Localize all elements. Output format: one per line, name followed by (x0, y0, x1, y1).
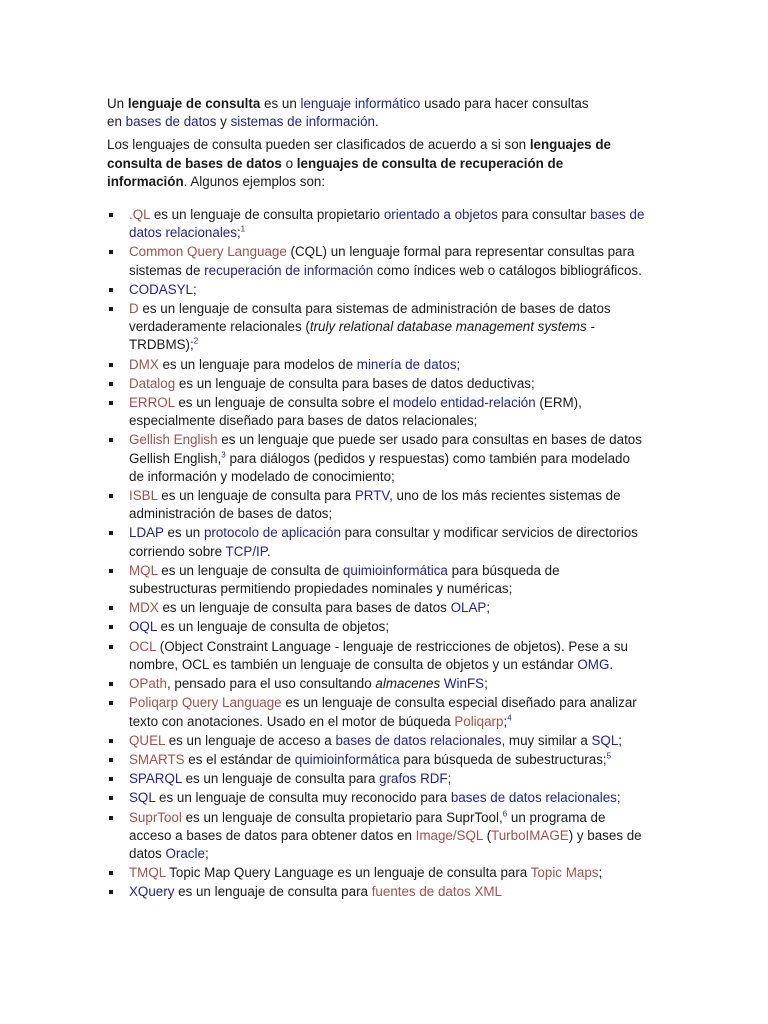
text-run: , muy similar a (501, 732, 592, 748)
wiki-link[interactable]: DMX (129, 356, 159, 372)
footnote-ref[interactable]: 4 (507, 713, 512, 723)
list-item (107, 206, 647, 242)
intro-paragraph-definition (107, 95, 647, 131)
list-item (107, 487, 647, 523)
wiki-link[interactable]: sistemas de información (230, 114, 375, 130)
text-run: - TRDBMS); (129, 319, 595, 353)
wiki-link[interactable]: Gellish English (129, 432, 218, 448)
wiki-link[interactable]: OQL (129, 619, 157, 635)
wiki-link[interactable]: recuperación de información (204, 262, 374, 278)
text-run: ; (486, 600, 491, 616)
wiki-link[interactable]: modelo entidad-relación (392, 395, 536, 411)
list-item (107, 524, 647, 560)
text-run: , pensado para el uso consultando (166, 676, 376, 692)
list-item (107, 732, 647, 750)
text-run: es un lenguaje de consulta para bases de datos deductivas; (175, 375, 535, 391)
wiki-link[interactable]: Datalog (129, 375, 176, 391)
text-run: y (216, 114, 231, 130)
wiki-link[interactable]: Poliqarp Query Language (129, 695, 282, 711)
wiki-link[interactable]: bases de datos relacionales (129, 207, 645, 241)
text-run: Topic Map Query Language es un lenguaje de consulta para (165, 865, 531, 881)
list-item (107, 864, 647, 882)
wiki-link[interactable]: Topic Maps (530, 865, 599, 881)
text-run: es un lenguaje que puede ser usado para consultas en bases de datos Gellish English, (129, 432, 642, 466)
list-item (107, 375, 647, 393)
wiki-link[interactable]: OLAP (450, 600, 487, 616)
text-run: es un lenguaje de consulta muy reconocido para (155, 790, 451, 806)
wiki-link[interactable]: WinFS (443, 676, 485, 692)
document-body (107, 95, 647, 903)
text-run: (Object Constraint Language - lenguaje de restricciones de objetos). Pese a su nombre, OCL es también un lenguaje de consulta de objetos y un estándar (129, 638, 628, 672)
wiki-link[interactable]: MDX (129, 600, 159, 616)
wiki-link[interactable]: Image/SQL (415, 827, 483, 843)
italic-text: truly relational database management systems (309, 319, 587, 335)
text-run: es un lenguaje de acceso a (164, 732, 336, 748)
list-item (107, 431, 647, 486)
text-run: es un lenguaje de consulta para (157, 488, 355, 504)
text-run: es un lenguaje de consulta para sistemas de administración de bases de datos verdaderamente relacionales ( (129, 301, 611, 335)
wiki-link[interactable]: TurboIMAGE (491, 827, 569, 843)
text-run: es un lenguaje de consulta sobre el (174, 395, 393, 411)
bold-term: lenguaje de consulta (127, 96, 261, 111)
text-run: (ERM), especialmente diseñado para bases de datos relacionales; (129, 395, 582, 429)
list-item (107, 770, 647, 788)
wiki-link[interactable]: QUEL (129, 732, 165, 748)
list-item (107, 243, 647, 279)
wiki-link[interactable]: SuprTool (129, 809, 182, 825)
list-item (107, 789, 647, 807)
list-item (107, 562, 647, 598)
text-run: para consultar y modificar servicios de directorios corriendo sobre (129, 525, 638, 559)
text-run: ; (618, 732, 623, 748)
wiki-link[interactable]: OCL (129, 638, 157, 654)
text-run: , uno de los más recientes sistemas de administración de bases de datos; (129, 488, 621, 522)
bold-term: lenguajes de consulta de recuperación de información (107, 155, 564, 189)
wiki-link[interactable]: OPath (129, 676, 167, 692)
text-run: es un lenguaje para modelos de (158, 356, 357, 372)
text-run: para consultar (497, 207, 591, 223)
wiki-link[interactable]: MQL (129, 562, 158, 578)
list-item (107, 356, 647, 374)
wiki-link[interactable]: protocolo de aplicación (203, 525, 341, 541)
text-run: es un lenguaje de consulta propietario para SuprTool, (181, 809, 503, 825)
wiki-link[interactable]: grafos RDF (379, 771, 448, 787)
wiki-link[interactable]: quimioinformática (342, 562, 448, 578)
text-run: usado para hacer consultas (420, 96, 589, 111)
footnote-ref[interactable]: 5 (606, 751, 612, 761)
text-run: es un lenguaje de consulta de objetos; (156, 619, 390, 635)
text-run: para búsqueda de subestructuras permitiendo propiedades nominales y numéricas; (129, 562, 560, 597)
text-run: en (107, 114, 126, 130)
wiki-link[interactable]: orientado a objetos (383, 207, 498, 223)
wiki-link[interactable]: Poliqarp (454, 713, 504, 729)
text-run: es el estándar de (184, 751, 295, 767)
text-run: es un lenguaje de consulta para (174, 884, 372, 900)
text-run: es un lenguaje de consulta para bases de datos (158, 600, 451, 616)
wiki-link[interactable]: TMQL (129, 865, 166, 881)
footnote-ref[interactable]: 6 (502, 809, 508, 819)
text-run: o (281, 155, 297, 171)
text-run: como índices web o catálogos bibliográficos. (373, 262, 642, 278)
text-run: . Algunos ejemplos son: (183, 173, 326, 189)
wiki-link[interactable]: XQuery (129, 884, 175, 900)
text-run: Un (107, 96, 128, 111)
list-item (107, 281, 647, 299)
wiki-link[interactable]: .QL (129, 207, 151, 223)
text-run: ; (236, 225, 241, 241)
wiki-link[interactable]: bases de datos relacionales (450, 790, 617, 806)
text-run: es un (260, 96, 301, 111)
wiki-link[interactable]: SPARQL (129, 771, 182, 787)
wiki-link[interactable]: bases de datos (125, 114, 217, 130)
wiki-link[interactable]: SMARTS (129, 751, 185, 767)
list-item (107, 694, 647, 730)
wiki-link[interactable]: CODASYL (129, 281, 193, 297)
list-item (107, 809, 647, 864)
text-run: para búsqueda de subestructuras; (399, 751, 607, 767)
query-language-list (107, 206, 647, 902)
text-run: . (374, 114, 379, 130)
bold-term: lenguajes de consulta de bases de datos (107, 137, 611, 171)
wiki-link[interactable]: D (129, 301, 139, 317)
text-run: es un lenguaje de consulta de (157, 562, 343, 578)
footnote-ref[interactable]: 3 (221, 450, 226, 460)
text-run: ( (482, 827, 492, 843)
text-run: ; (503, 713, 508, 729)
wiki-link[interactable]: minería de datos (356, 356, 457, 372)
wiki-link[interactable]: Common Query Language (129, 244, 287, 260)
text-run: (CQL) un lenguaje formal para representar consultas para sistemas de (129, 244, 635, 278)
text-run: para diálogos (pedidos y respuestas) como también para modelado de información y modelado de conocimiento; (129, 450, 630, 484)
list-item (107, 638, 647, 674)
text-run: es un (163, 525, 204, 541)
list-item (107, 300, 647, 355)
wiki-link[interactable]: quimioinformática (294, 751, 400, 767)
wiki-link[interactable]: OMG (577, 656, 610, 672)
text-run: es un lenguaje de consulta especial diseñado para analizar texto con anotaciones. Usado en el motor de búqueda (129, 695, 637, 729)
wiki-link[interactable]: TCP/IP (225, 543, 267, 559)
text-run: un programa de acceso a bases de datos para obtener datos en (129, 809, 606, 843)
text-run: Los lenguajes de consulta pueden ser clasificados de acuerdo a si son (107, 137, 530, 153)
text-run: ; (204, 845, 209, 861)
text-run: ; (447, 771, 452, 787)
wiki-link[interactable]: SQL (129, 790, 156, 806)
italic-text: almacenes (375, 676, 441, 692)
list-item (107, 394, 647, 430)
list-item (107, 751, 647, 769)
wiki-link[interactable]: lenguaje informático (300, 96, 421, 111)
text-run: . (609, 656, 614, 672)
text-run: ; (456, 356, 461, 372)
wiki-link[interactable]: PRTV (354, 488, 390, 504)
footnote-ref[interactable]: 2 (193, 336, 199, 346)
wiki-link[interactable]: fuentes de datos XML (371, 884, 502, 900)
text-run: es un lenguaje de consulta para (181, 771, 380, 787)
text-run: ) y bases de datos (129, 827, 642, 861)
text-run: ; (193, 281, 197, 297)
footnote-ref[interactable]: 1 (240, 224, 246, 234)
intro-paragraph-classification (107, 136, 647, 191)
wiki-link[interactable]: SQL (591, 732, 619, 748)
wiki-link[interactable]: Oracle (165, 845, 205, 861)
wiki-link[interactable]: bases de datos relacionales (335, 732, 502, 748)
list-item (107, 599, 647, 617)
text-run: ; (616, 790, 621, 806)
wiki-link[interactable]: ERROL (129, 395, 175, 411)
list-item (107, 675, 647, 693)
text-run: ; (598, 865, 603, 881)
text-run: ; (484, 676, 488, 692)
wiki-link[interactable]: LDAP (129, 525, 164, 541)
wiki-link[interactable]: ISBL (129, 488, 158, 504)
list-item (107, 883, 647, 901)
text-run: . (266, 543, 271, 559)
list-item (107, 618, 647, 636)
text-run: es un lenguaje de consulta propietario (150, 207, 384, 223)
